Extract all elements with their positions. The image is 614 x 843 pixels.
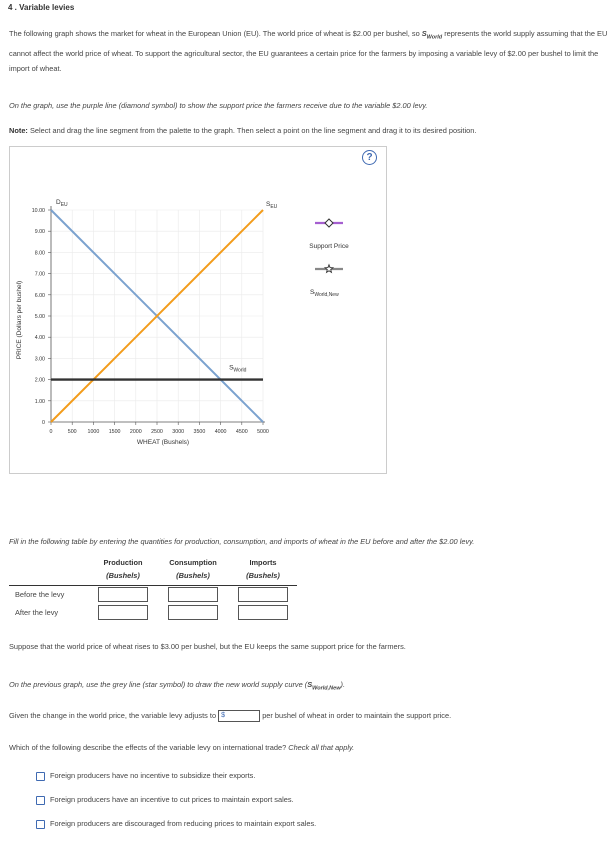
graph-instruction-2: On the previous graph, use the grey line (star symbol) to draw the new world supply curve $(S_{World,New})$.: [9, 680, 346, 692]
y-tick-label: 7.00: [34, 271, 45, 278]
x-tick-label: 1000: [87, 429, 100, 435]
y-tick-label: 9.00: [34, 229, 45, 236]
checkbox[interactable]: [36, 772, 45, 781]
series-label-D_EU: $D_{EU}$: [56, 199, 68, 208]
before-production-input[interactable]: [98, 587, 148, 602]
table-instruction: Fill in the following table by entering the quantities for production, consumption, and imports of wheat in the EU before and after the $2.00 levy.: [9, 537, 475, 546]
after-consumption-input[interactable]: [168, 605, 218, 620]
x-tick-label: 2500: [151, 429, 163, 435]
row-before-levy: Before the levy: [15, 590, 65, 600]
x-tick-label: 3500: [193, 429, 206, 435]
series-label-S_World: $S_{World}$: [229, 364, 247, 374]
after-production-input[interactable]: [98, 605, 148, 620]
before-imports-input[interactable]: [238, 587, 288, 602]
y-tick-label: 3.00: [34, 356, 45, 363]
y-tick-label: 0: [42, 420, 45, 426]
series-label-S_EU: $S_{EU}$: [266, 201, 278, 210]
graph-instruction: On the graph, use the purple line (diamond symbol) to show the support price the farmers receive due to the variable $2.00 levy.: [9, 101, 428, 110]
section-title: 4 . Variable levies: [8, 3, 75, 12]
x-tick-label: 1500: [108, 429, 121, 435]
col-imports: Imports (Bushels): [246, 558, 280, 580]
y-axis-label: PRICE (Dollars per bushel): [16, 280, 23, 360]
diamond-icon[interactable]: [325, 219, 333, 227]
y-tick-label: 8.00: [34, 250, 45, 257]
support-price-label: Support Price: [309, 243, 349, 250]
intro-paragraph: The following graph shows the market for wheat in the European Union (EU). The world price of wheat is $2.00 per bushel, so $S_{World}$ represents the world supply assuming that the EU cannot affect the world price of wheat. To support the agricultural sector, the EU guarantees a certain price for the farmers by imposing a variable levy of $2.00 per bushel to limit the import of wheat.: [9, 29, 608, 74]
after-imports-input[interactable]: [238, 605, 288, 620]
help-icon[interactable]: ?: [362, 150, 377, 165]
y-tick-label: 6.00: [34, 292, 45, 299]
checkbox[interactable]: [36, 820, 45, 829]
suppose-text: Suppose that the world price of wheat rises to $3.00 per bushel, but the EU keeps the same support price for the farmers.: [9, 642, 406, 651]
star-icon[interactable]: [325, 265, 333, 273]
drag-note: Note: Select and drag the line segment from the palette to the graph. Then select a point on the line segment and drag it to its desired position.: [9, 126, 477, 135]
x-tick-label: 2000: [129, 429, 142, 435]
x-tick-label: 4500: [235, 429, 248, 435]
x-tick-label: 500: [67, 429, 77, 435]
wheat-market-chart[interactable]: [9, 146, 385, 472]
y-tick-label: 4.00: [34, 335, 45, 342]
x-tick-label: 5000: [257, 429, 269, 435]
x-tick-label: 0: [49, 429, 53, 435]
col-consumption: Consumption (Bushels): [169, 558, 217, 580]
y-tick-label: 5.00: [34, 314, 45, 320]
x-tick-label: 3000: [172, 429, 185, 435]
x-tick-label: 4000: [214, 429, 227, 435]
x-axis-label: WHEAT (Bushels): [136, 439, 190, 446]
option-cut-prices[interactable]: Foreign producers have an incentive to cut prices to maintain export sales.: [36, 795, 294, 805]
quantities-table: [9, 555, 297, 622]
y-tick-label: 10.00: [31, 208, 45, 214]
trade-question: Which of the following describe the effects of the variable levy on international trade? Check all that apply.: [9, 743, 355, 752]
row-after-levy: After the levy: [15, 608, 59, 617]
y-tick-label: 2.00: [34, 377, 45, 384]
option-no-subsidy[interactable]: Foreign producers have no incentive to subsidize their exports.: [36, 771, 255, 781]
sworld-new-label: $S_{World,New}$: [310, 289, 339, 298]
col-production: Production (Bushels): [103, 558, 143, 580]
levy-amount-input[interactable]: $: [218, 710, 260, 722]
option-discouraged[interactable]: Foreign producers are discouraged from reducing prices to maintain export sales.: [36, 819, 316, 829]
levy-question: Given the change in the world price, the variable levy adjusts to $ per bushel of wheat in order to maintain the support price.: [9, 710, 451, 722]
chart-series-labels: [56, 199, 278, 374]
before-consumption-input[interactable]: [168, 587, 218, 602]
y-tick-label: 1.00: [34, 398, 45, 405]
tool-palette: [309, 219, 349, 298]
checkbox[interactable]: [36, 796, 45, 805]
